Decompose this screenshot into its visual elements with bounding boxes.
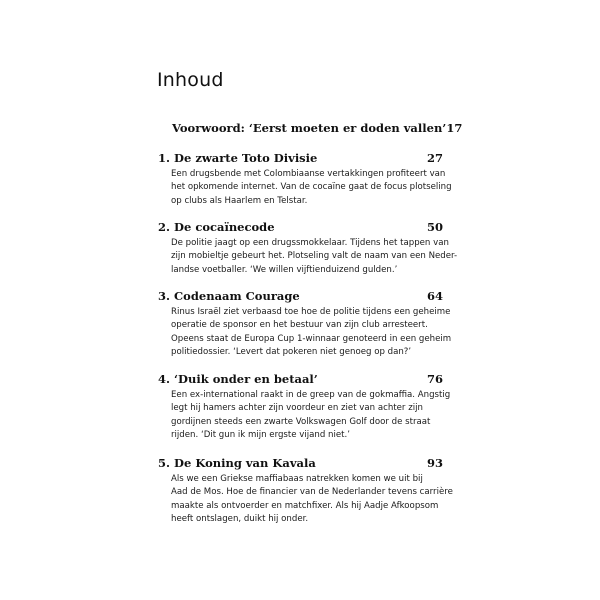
summary-line: landse voetballer. ‘We willen vijftienduizend gulden.’ <box>171 264 398 275</box>
page-number: 17 <box>446 121 463 135</box>
toc-entry-heading <box>155 455 445 471</box>
toc-entry <box>155 150 452 208</box>
toc-entry <box>155 455 453 527</box>
summary-line: heeft ontslagen, duikt hij onder. <box>171 514 309 525</box>
chapter-number: 4. <box>158 372 171 386</box>
summary-line: De politie jaagt op een drugssmokkelaar. Tijdens het tappen van <box>171 238 449 248</box>
page-number: 64 <box>426 289 443 303</box>
chapter-title-text: Voorwoord: ‘Eerst moeten er doden vallen’ <box>172 121 447 135</box>
toc-entry <box>155 219 458 277</box>
toc-entry-heading <box>155 120 463 136</box>
chapter-summary <box>155 306 452 360</box>
chapter-title <box>155 371 318 387</box>
chapter-number: 5. <box>158 456 171 470</box>
summary-line: rijden. ‘Dit gun ik mijn ergste vijand niet.’ <box>171 430 351 441</box>
chapter-title-text: De Koning van Kavala <box>174 456 316 470</box>
toc-entry-heading <box>155 371 445 387</box>
summary-line: Als we een Griekse maffiabaas natrekken komen we uit bij <box>171 474 423 484</box>
chapter-summary <box>155 237 458 277</box>
summary-line: politiedossier. ‘Levert dat pokeren niet genoeg op dan?’ <box>171 347 412 358</box>
chapter-title <box>155 288 300 304</box>
page-number: 50 <box>426 220 443 234</box>
toc-entry-heading <box>155 150 445 166</box>
summary-line: Rinus Israël ziet verbaasd toe hoe de politie tijdens een geheime <box>171 307 451 317</box>
summary-line: Een drugsbende met Colombiaanse vertakkingen profiteert van <box>171 169 446 179</box>
chapter-title-text: De cocaïnecode <box>174 220 275 234</box>
summary-line: legt hij hamers achter zijn voordeur en ziet van achter zijn <box>171 403 423 414</box>
chapter-title <box>155 455 316 471</box>
chapter-title-text: Codenaam Courage <box>174 289 300 303</box>
summary-line: maakte als ontvoerder en matchfixer. Als hij Aadje Afkoopsom <box>171 500 439 511</box>
summary-line: zijn mobieltje gebeurt het. Plotseling valt de naam van een Neder- <box>171 251 458 262</box>
chapter-title-text: ‘Duik onder en betaal’ <box>174 372 318 386</box>
summary-line: Aad de Mos. Hoe de financier van de Nederlander tevens carrière <box>171 487 453 498</box>
page-number: 76 <box>426 372 443 386</box>
toc-entry <box>155 371 451 443</box>
summary-line: Een ex-international raakt in de greep van de gokmaffia. Angstig <box>171 390 451 400</box>
toc-entry <box>155 288 452 360</box>
chapter-number: 2. <box>158 220 171 234</box>
page-number: 27 <box>426 151 443 165</box>
summary-line: het opkomende internet. Van de cocaïne gaat de focus plotseling <box>171 182 452 193</box>
summary-line: op clubs als Haarlem en Telstar. <box>171 195 308 206</box>
chapter-summary <box>155 473 453 527</box>
toc-entry <box>155 120 463 136</box>
chapter-title <box>155 120 446 136</box>
chapter-number: 1. <box>158 151 171 165</box>
chapter-number: 3. <box>158 289 171 303</box>
chapter-title <box>155 219 275 235</box>
chapter-title <box>155 150 317 166</box>
page-number: 93 <box>426 456 443 470</box>
chapter-summary <box>155 389 451 443</box>
summary-line: Opeens staat de Europa Cup 1-winnaar genoteerd in een geheim <box>171 333 452 344</box>
chapter-title-text: De zwarte Toto Divisie <box>174 151 318 165</box>
summary-line: gordijnen steeds een zwarte Volkswagen Golf door de straat <box>171 416 431 427</box>
chapter-summary <box>155 168 452 208</box>
toc-entry-heading <box>155 288 445 304</box>
summary-line: operatie de sponsor en het bestuur van zijn club arresteert. <box>171 320 428 331</box>
page-title: Inhoud <box>157 69 224 91</box>
toc-entry-heading <box>155 219 445 235</box>
